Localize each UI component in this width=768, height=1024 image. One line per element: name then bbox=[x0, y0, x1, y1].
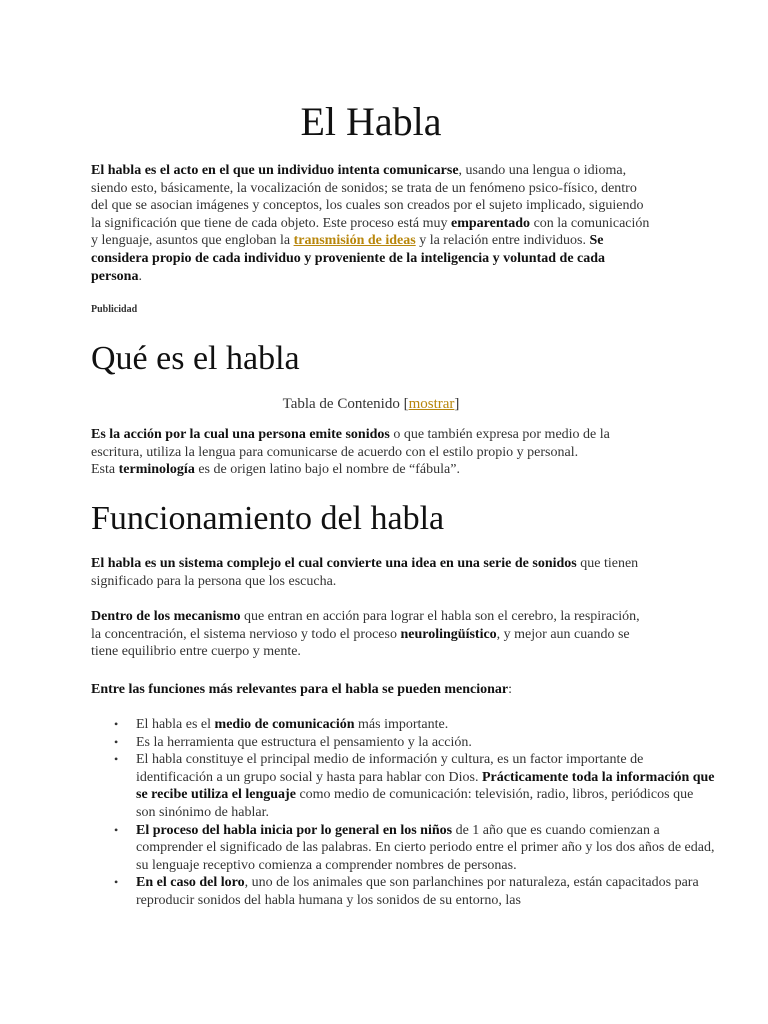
section-heading-que-es: Qué es el habla bbox=[91, 340, 300, 377]
table-of-contents bbox=[91, 396, 651, 413]
definition-text-3: es de origen latino bajo el nombre de “fábula”. bbox=[194, 462, 460, 478]
intro-text-3: y la relación entre individuos. bbox=[415, 233, 590, 249]
intro-bold-3: Se considera propio de cada individuo y proveniente de la inteligencia y voluntad de cada persona bbox=[91, 233, 606, 284]
list-item bbox=[114, 716, 716, 734]
system-text: que tienen significado para la persona que los escucha. bbox=[91, 556, 639, 589]
functions-list bbox=[91, 716, 716, 910]
definition-bold-1: Es la acción por la cual una persona emite sonidos bbox=[91, 427, 390, 442]
intro-paragraph bbox=[91, 162, 651, 285]
list-item-text: El habla es el bbox=[136, 717, 215, 732]
ad-label: Publicidad bbox=[91, 304, 138, 315]
list-item-text: Es la herramienta que estructura el pensamiento y la acción. bbox=[136, 734, 472, 750]
list-item-text: como medio de comunicación: televisión, radio, libros, periódicos que son sinónimo de hablar. bbox=[136, 787, 694, 820]
page-title: El Habla bbox=[300, 99, 442, 144]
list-item bbox=[114, 751, 716, 821]
list-item-bold: En el caso del loro bbox=[136, 875, 245, 891]
mechanism-text-2: , y mejor aun cuando se tiene equilibrio entre cuerpo y mente. bbox=[91, 626, 630, 660]
mechanism-bold-2: neurolingüístico bbox=[400, 626, 497, 642]
bullet-icon: • bbox=[114, 734, 119, 749]
intro-bold-1: El habla es el acto en el que un individuo intenta comunicarse bbox=[91, 163, 459, 178]
functions-intro-colon: : bbox=[508, 682, 513, 697]
functions-intro bbox=[91, 681, 651, 699]
mechanism-paragraph bbox=[91, 608, 651, 661]
bullet-icon: • bbox=[114, 752, 119, 767]
list-item-text: El habla constituye el principal medio de información y cultura, es un factor importante de identificación a un grupo social y hasta para hablar con Dios. bbox=[136, 752, 644, 785]
toc-label: Tabla de Contenido [ bbox=[282, 396, 409, 412]
definition-bold-2: terminología bbox=[118, 462, 195, 478]
list-item-text: de 1 año que es cuando comienzan a comprender el significado de las palabras. En cierto periodo entre el primer año y los dos años de edad, su lenguaje receptivo comienza a comprender nombres de personas. bbox=[136, 822, 715, 873]
transmision-ideas-link[interactable]: transmisión de ideas bbox=[293, 233, 416, 249]
list-item bbox=[114, 822, 716, 875]
list-item-text: , uno de los animales que son parlanchines por naturaleza, están capacitados para reproducir sonidos del habla humana y los sonidos de su entorno, las bbox=[136, 875, 699, 908]
toc-end: ] bbox=[454, 396, 460, 412]
bullet-icon: • bbox=[114, 717, 119, 731]
bullet-icon: • bbox=[114, 875, 119, 890]
section-heading-funcionamiento: Funcionamiento del habla bbox=[91, 500, 445, 537]
list-item bbox=[114, 874, 716, 909]
mechanism-text-1: que entran en acción para lograr el habla son el cerebro, la respiración, la concentración, el sistema nervioso y todo el proceso bbox=[91, 609, 640, 642]
definition-text-1: o que también expresa por medio de la escritura, utiliza la lengua para comunicarse de acuerdo con el estilo propio y personal. bbox=[91, 427, 610, 460]
intro-text-4: . bbox=[138, 268, 142, 284]
list-item-bold: medio de comunicación bbox=[214, 717, 355, 732]
bullet-icon: • bbox=[114, 822, 119, 837]
mechanism-bold-1: Dentro de los mecanismo bbox=[91, 609, 241, 624]
toc-show-link[interactable]: mostrar bbox=[408, 396, 455, 412]
list-item bbox=[114, 734, 716, 752]
intro-bold-2: emparentado bbox=[450, 215, 531, 231]
definition-paragraph bbox=[91, 426, 651, 479]
list-item-text: más importante. bbox=[354, 717, 449, 732]
system-bold: El habla es un sistema complejo el cual convierte una idea en una serie de sonidos bbox=[91, 556, 577, 571]
list-item-bold: Prácticamente toda la información que se recibe utiliza el lenguaje bbox=[136, 769, 715, 803]
system-paragraph bbox=[91, 555, 651, 590]
functions-intro-bold: Entre las funciones más relevantes para el habla se pueden mencionar bbox=[91, 682, 509, 697]
definition-text-2: Esta bbox=[91, 462, 119, 478]
intro-text-2: con la comunicación y lenguaje, asuntos que engloban la bbox=[91, 215, 650, 249]
list-item-bold: El proceso del habla inicia por lo general en los niños bbox=[136, 822, 453, 838]
intro-text-1: , usando una lengua o idioma, siendo esto, básicamente, la vocalización de sonidos; se trata de un fenómeno psico-físico, dentro del que se asocian imágenes y conceptos, los cuales son creados por el sujeto implicado, siguiendo la significación que tiene de cada objeto. Este proceso está muy bbox=[91, 163, 644, 231]
